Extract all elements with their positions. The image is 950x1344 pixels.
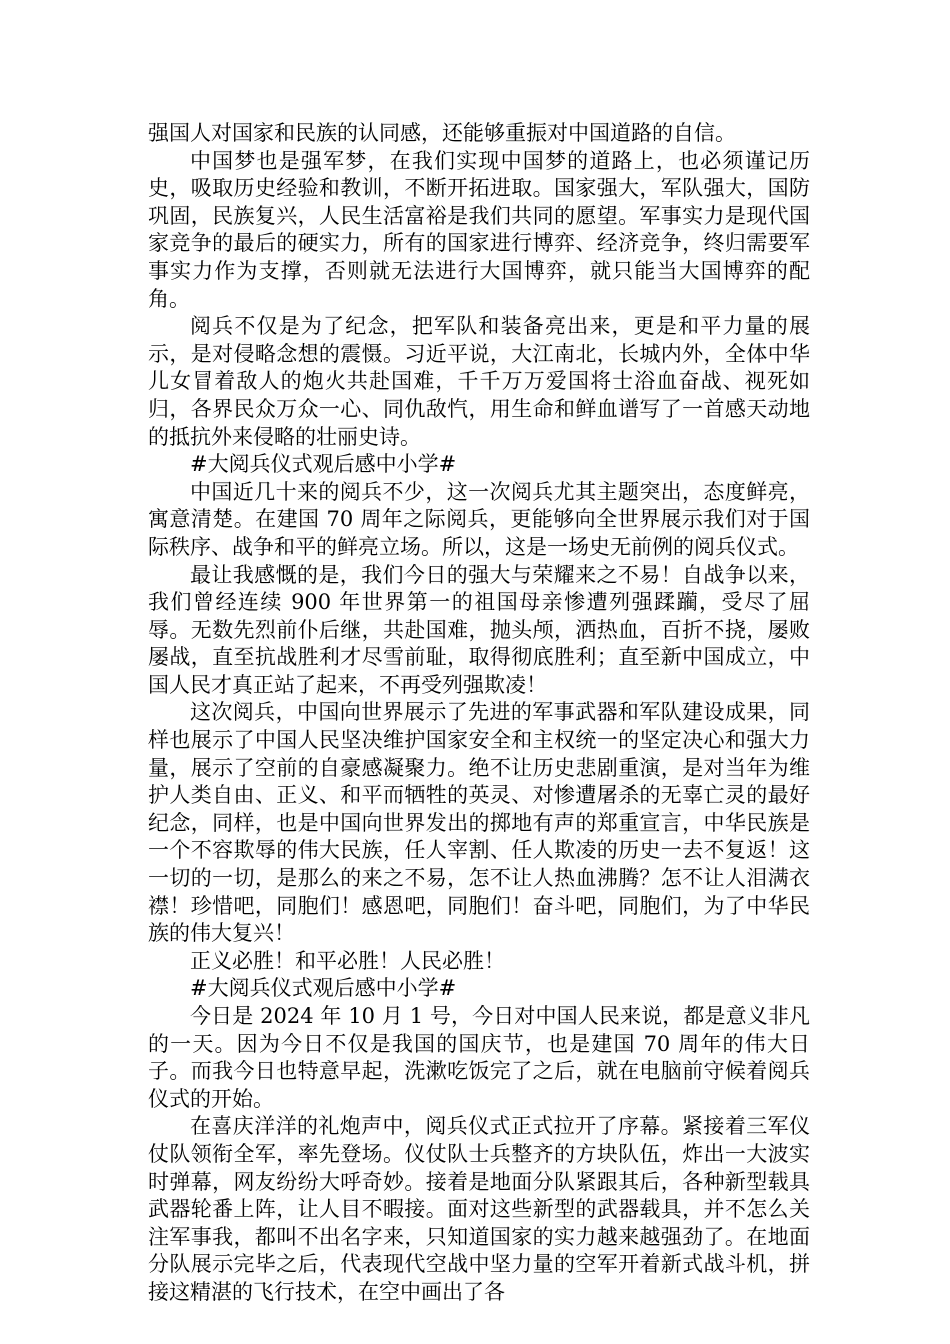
paragraph-hard-won-strength: 最让我感慨的是，我们今日的强大与荣耀来之不易！自战争以来，我们曾经连续 900 年世界第一的祖国母亲惨遭列强蹂躏，受尽了屈辱。无数先烈前仆后继，共赴国难，抛头颅，洒热血，百折不挠，屡败屡战，直至抗战胜利才尽雪前耻，取得彻底胜利；直至新中国成立，中国人民才真正站了起来，不再受列强欺凌！ [148,562,810,697]
paragraph-national-day: 今日是 2024 年 10 月 1 号，今日对中国人民来说，都是意义非凡的一天。因为今日不仅是我国的国庆节，也是建国 70 周年的伟大日子。而我今日也特意早起，洗漱吃饭完了之后，就在电脑前守候着阅兵仪式的开始。 [148,1004,810,1111]
section-heading-1: #大阅兵仪式观后感中小学# [190,452,457,477]
paragraph-parade-theme: 中国近几十来的阅兵不少，这一次阅兵尤其主题突出，态度鲜亮，寓意清楚。在建国 70 周年之际阅兵，更能够向全世界展示我们对于国际秩序、战争和平的鲜亮立场。所以，这是一场史无前例的阅兵仪式。 [148,479,810,559]
paragraph-continuation: 强国人对国家和民族的认同感，还能够重振对中国道路的自信。 [148,121,736,145]
paragraph-slogan: 正义必胜！和平必胜！人民必胜！ [190,948,505,973]
paragraph-parade-description: 在喜庆洋洋的礼炮声中，阅兵仪式正式拉开了序幕。紧接着三军仪仗队领衔全军，率先登场。仪仗队士兵整齐的方块队伍，炸出一大波实时弹幕，网友纷纷大呼奇妙。接着是地面分队紧跟其后，各种新型载具武器轮番上阵，让人目不暇接。面对这些新型的武器载具，并不怎么关注军事我，都叫不出名字来，只知道国家的实力越来越强劲了。在地面分队展示完毕之后，代表现代空战中坚力量的空军开着新式战斗机，拼接这精湛的飞行技术，在空中画出了各 [148,1114,810,1304]
paragraph-strong-army-dream: 中国梦也是强军梦，在我们实现中国梦的道路上，也必须谨记历史，吸取历史经验和教训，不断开拓进取。国家强大，军队强大，国防巩固，民族复兴，人民生活富裕是我们共同的愿望。军事实力是现代国家竞争的最后的硬实力，所有的国家进行博弈、经济竞争，终归需要军事实力作为支撑，否则就无法进行大国博弈，就只能当大国博弈的配角。 [148,148,810,311]
paragraph-parade-significance: 阅兵不仅是为了纪念，把军队和装备亮出来，更是和平力量的展示，是对侵略念想的震慑。习近平说，大江南北，长城内外，全体中华儿女冒着敌人的炮火共赴国难，千千万万爱国将士浴血奋战、视死如归，各界民众万众一心、同仇敌忾，用生命和鲜血谱写了一首感天动地的抵抗外来侵略的壮丽史诗。 [148,314,810,449]
section-heading-2: #大阅兵仪式观后感中小学# [190,976,457,1001]
document-page [148,120,810,1307]
paragraph-parade-display: 这次阅兵，中国向世界展示了先进的军事武器和军队建设成果，同样也展示了中国人民坚决维护国家安全和主权统一的坚定决心和强大力量，展示了空前的自豪感凝聚力。绝不让历史悲剧重演，是对当年为维护人类自由、正义、和平而牺牲的英灵、对惨遭屠杀的无辜亡灵的最好纪念，同样，也是中国向世界发出的掷地有声的郑重宣言，中华民族是一个不容欺辱的伟大民族，任人宰割、任人欺凌的历史一去不复返！这一切的一切，是那么的来之不易，怎不让人热血沸腾？怎不让人泪满衣襟！珍惜吧，同胞们！感恩吧，同胞们！奋斗吧，同胞们，为了中华民族的伟大复兴！ [148,700,810,946]
